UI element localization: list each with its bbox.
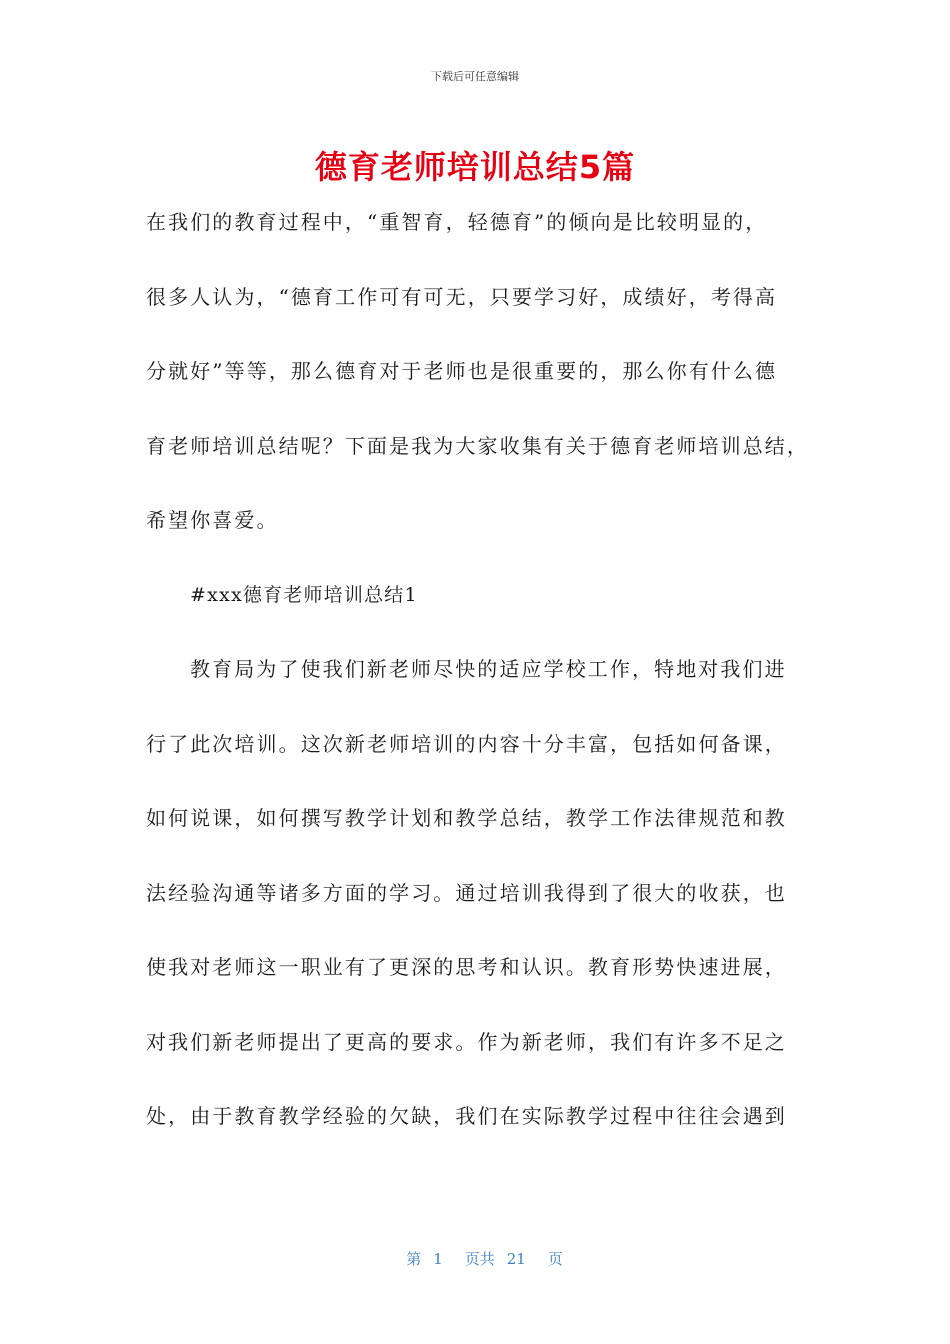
body-line: 如何说课，如何撰写教学计划和教学总结，教学工作法律规范和教 xyxy=(146,806,787,830)
body-line: 使我对老师这一职业有了更深的思考和认识。教育形势快速进展， xyxy=(146,955,787,979)
footer-total-pages: 21 xyxy=(506,1250,526,1268)
footer-page-prefix: 第 xyxy=(406,1250,422,1268)
intro-line: 育老师培训总结呢？下面是我为大家收集有关于德育老师培训总结， xyxy=(146,434,809,458)
body-line: 法经验沟通等诸多方面的学习。通过培训我得到了很大的收获，也 xyxy=(146,881,787,905)
footer-page-suffix: 页 xyxy=(547,1250,563,1268)
intro-line: 希望你喜爱。 xyxy=(146,508,279,532)
body-line: 对我们新老师提出了更高的要求。作为新老师，我们有许多不足之 xyxy=(146,1030,787,1054)
intro-line: 在我们的教育过程中，“重智育，轻德育”的倾向是比较明显的， xyxy=(146,210,768,234)
section-heading: #xxx德育老师培训总结1 xyxy=(190,584,418,606)
intro-line: 分就好”等等，那么德育对于老师也是很重要的，那么你有什么德 xyxy=(146,359,778,383)
footer-current-page: 1 xyxy=(433,1250,443,1268)
body-line: 教育局为了使我们新老师尽快的适应学校工作，特地对我们进 xyxy=(190,657,787,681)
body-line: 处，由于教育教学经验的欠缺，我们在实际教学过程中往往会遇到 xyxy=(146,1104,787,1128)
body-line: 行了此次培训。这次新老师培训的内容十分丰富，包括如何备课， xyxy=(146,732,787,756)
footer-page-mid: 页共 xyxy=(464,1250,495,1268)
intro-line: 很多人认为，“德育工作可有可无，只要学习好，成绩好，考得高 xyxy=(146,285,778,309)
page-footer xyxy=(0,1230,950,1287)
header-note: 下载后可任意编辑 xyxy=(431,70,519,83)
document-title: 德育老师培训总结5篇 xyxy=(314,148,636,186)
